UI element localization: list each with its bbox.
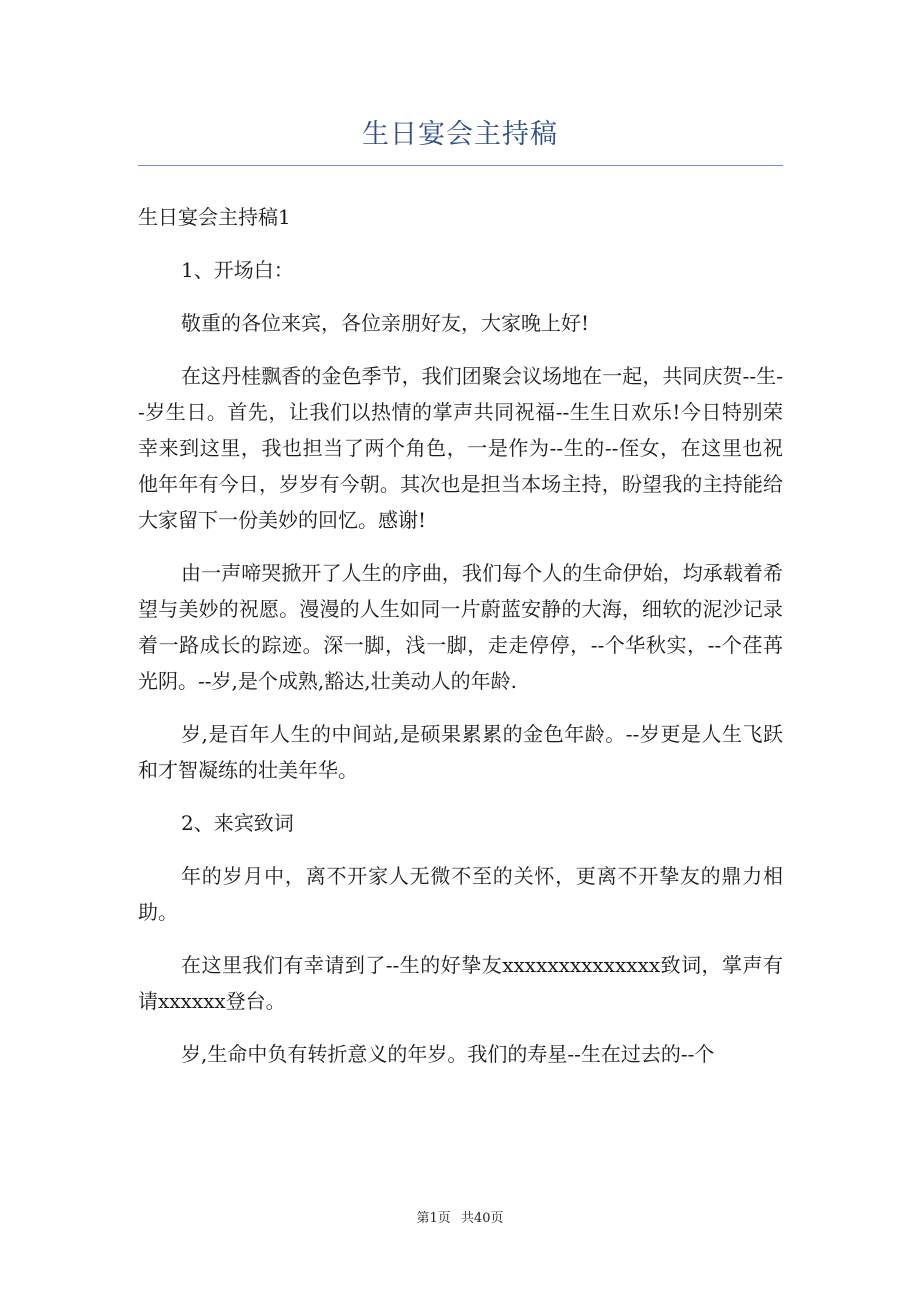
paragraph-heading: 生日宴会主持稿1 xyxy=(138,205,291,229)
document-title: 生日宴会主持稿 xyxy=(362,119,558,150)
paragraph: 岁,生命中负有转折意义的年岁。我们的寿星--生在过去的--个 xyxy=(181,1042,715,1066)
paragraph: 1、开场白： xyxy=(181,258,294,282)
paragraph: 由一声啼哭掀开了人生的序曲，我们每个人的生命伊始，均承载着希望与美妙的祝愿。漫漫的人生如同一片蔚蓝安静的大海，细软的泥沙记录着一路成长的踪迹。深一脚，浅一脚，走走停停，--个华秋实，--个荏苒光阴。--岁,是个成熟,豁达,壮美动人的年龄. xyxy=(138,561,783,693)
page-number: 第1页 xyxy=(416,1211,451,1226)
page-total: 共40页 xyxy=(460,1211,504,1226)
paragraph: 敬重的各位来宾，各位亲朋好友，大家晚上好! xyxy=(181,311,590,335)
title-divider xyxy=(138,165,783,166)
paragraph: 岁,是百年人生的中间站,是硕果累累的金色年龄。--岁更是人生飞跃和才智凝练的壮美年华。 xyxy=(138,722,783,782)
paragraph: 2、来宾致词 xyxy=(181,811,294,835)
paragraph: 年的岁月中，离不开家人无微不至的关怀，更离不开挚友的鼎力相助。 xyxy=(138,864,783,924)
paragraph: 在这里我们有幸请到了--生的好挚友xxxxxxxxxxxxxx致词，掌声有请xxxxxx登台。 xyxy=(138,953,783,1013)
paragraph: 在这丹桂飘香的金色季节，我们团聚会议场地在一起，共同庆贺--生--岁生日。首先，让我们以热情的掌声共同祝福--生生日欢乐!今日特别荣幸来到这里，我也担当了两个角色，一是作为--生的--侄女，在这里也祝他年年有今日，岁岁有今朝。其次也是担当本场主持，盼望我的主持能给大家留下一份美妙的回忆。感谢! xyxy=(138,364,783,532)
document-body xyxy=(138,199,783,1089)
page-footer xyxy=(0,1207,920,1226)
